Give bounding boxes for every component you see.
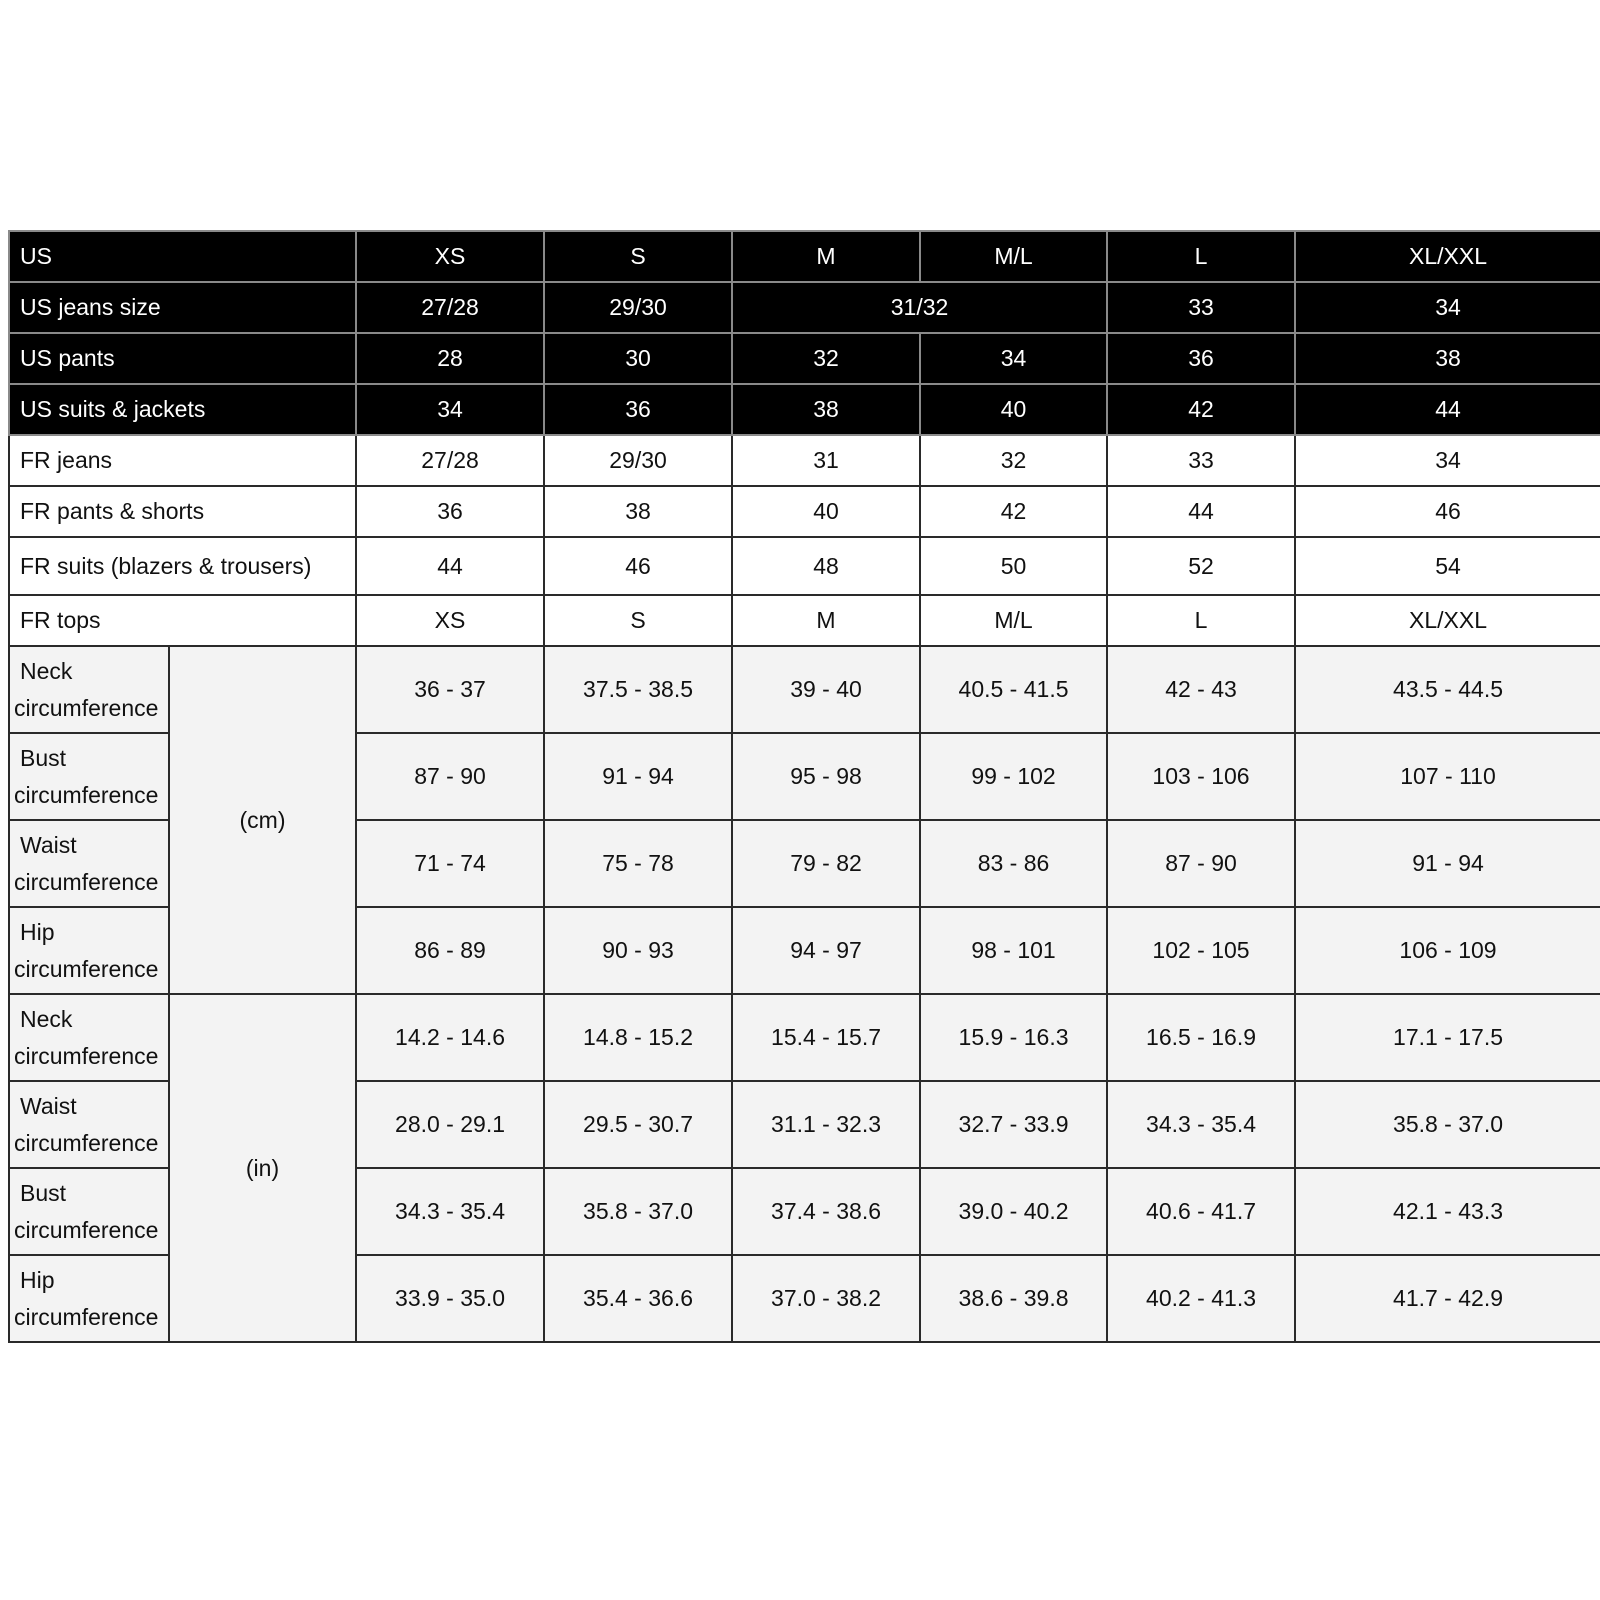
row-label: FR tops [9, 595, 356, 646]
measure-cell: 39 - 40 [732, 646, 920, 733]
measure-cell: 34.3 - 35.4 [1107, 1081, 1295, 1168]
size-cell: S [544, 595, 732, 646]
measurement-name: Hip [20, 918, 55, 945]
measurement-suffix: circumference [14, 1129, 159, 1156]
size-cell: 34 [356, 384, 544, 435]
size-cell: S [544, 231, 732, 282]
fr-pants-row [9, 486, 1600, 537]
measure-cell: 40.5 - 41.5 [920, 646, 1107, 733]
size-cell: 32 [732, 333, 920, 384]
measurement-label [9, 820, 169, 907]
us-pants-row [9, 333, 1600, 384]
cm-neck-row [9, 646, 1600, 733]
unit-label-cm: (cm) [169, 646, 356, 994]
measure-cell: 86 - 89 [356, 907, 544, 994]
measure-cell: 43.5 - 44.5 [1295, 646, 1600, 733]
fr-suits-row [9, 537, 1600, 595]
measure-cell: 35.4 - 36.6 [544, 1255, 732, 1342]
size-cell: 40 [920, 384, 1107, 435]
measure-cell: 33.9 - 35.0 [356, 1255, 544, 1342]
measure-cell: 99 - 102 [920, 733, 1107, 820]
measurement-label [9, 1168, 169, 1255]
size-cell: L [1107, 595, 1295, 646]
size-chart-table [8, 230, 1600, 1343]
size-cell: L [1107, 231, 1295, 282]
size-cell: 54 [1295, 537, 1600, 595]
us-size-row [9, 231, 1600, 282]
measure-cell: 17.1 - 17.5 [1295, 994, 1600, 1081]
measure-cell: 28.0 - 29.1 [356, 1081, 544, 1168]
in-neck-row [9, 994, 1600, 1081]
measurement-suffix: circumference [14, 781, 159, 808]
size-cell: 42 [920, 486, 1107, 537]
measure-cell: 36 - 37 [356, 646, 544, 733]
measure-cell: 75 - 78 [544, 820, 732, 907]
size-cell: 36 [356, 486, 544, 537]
size-cell: 31/32 [732, 282, 1107, 333]
size-cell: 29/30 [544, 435, 732, 486]
size-cell: M/L [920, 595, 1107, 646]
row-label: FR jeans [9, 435, 356, 486]
measurement-name: Bust [20, 1179, 67, 1206]
measure-cell: 42 - 43 [1107, 646, 1295, 733]
size-cell: 44 [1295, 384, 1600, 435]
row-label: FR suits (blazers & trousers) [9, 537, 356, 595]
measure-cell: 103 - 106 [1107, 733, 1295, 820]
measurement-suffix: circumference [14, 955, 159, 982]
measure-cell: 94 - 97 [732, 907, 920, 994]
size-cell: 27/28 [356, 282, 544, 333]
measure-cell: 98 - 101 [920, 907, 1107, 994]
measure-cell: 83 - 86 [920, 820, 1107, 907]
measure-cell: 34.3 - 35.4 [356, 1168, 544, 1255]
size-cell: 31 [732, 435, 920, 486]
size-cell: XL/XXL [1295, 231, 1600, 282]
measure-cell: 106 - 109 [1295, 907, 1600, 994]
measurement-label [9, 1081, 169, 1168]
size-cell: M [732, 595, 920, 646]
measurement-suffix: circumference [14, 868, 159, 895]
measure-cell: 35.8 - 37.0 [1295, 1081, 1600, 1168]
measure-cell: 37.0 - 38.2 [732, 1255, 920, 1342]
measure-cell: 40.6 - 41.7 [1107, 1168, 1295, 1255]
measure-cell: 35.8 - 37.0 [544, 1168, 732, 1255]
size-cell: 52 [1107, 537, 1295, 595]
fr-jeans-row [9, 435, 1600, 486]
measure-cell: 79 - 82 [732, 820, 920, 907]
size-cell: 38 [1295, 333, 1600, 384]
measurement-suffix: circumference [14, 1216, 159, 1243]
row-label: US pants [9, 333, 356, 384]
measurement-name: Neck [20, 657, 73, 684]
measurement-label [9, 994, 169, 1081]
measure-cell: 87 - 90 [1107, 820, 1295, 907]
measurement-suffix: circumference [14, 1303, 159, 1330]
measure-cell: 29.5 - 30.7 [544, 1081, 732, 1168]
measure-cell: 87 - 90 [356, 733, 544, 820]
measurement-label [9, 646, 169, 733]
measure-cell: 41.7 - 42.9 [1295, 1255, 1600, 1342]
measurement-suffix: circumference [14, 694, 159, 721]
measurement-label [9, 733, 169, 820]
row-label: US suits & jackets [9, 384, 356, 435]
size-cell: 34 [1295, 282, 1600, 333]
size-cell: XS [356, 231, 544, 282]
size-cell: 29/30 [544, 282, 732, 333]
measurement-label [9, 907, 169, 994]
size-cell: 40 [732, 486, 920, 537]
measurement-label [9, 1255, 169, 1342]
measurement-name: Bust [20, 744, 67, 771]
measure-cell: 32.7 - 33.9 [920, 1081, 1107, 1168]
us-jeans-row [9, 282, 1600, 333]
size-cell: 36 [1107, 333, 1295, 384]
size-cell: 38 [544, 486, 732, 537]
measure-cell: 91 - 94 [1295, 820, 1600, 907]
us-suits-row [9, 384, 1600, 435]
size-cell: 44 [356, 537, 544, 595]
measure-cell: 102 - 105 [1107, 907, 1295, 994]
size-cell: 27/28 [356, 435, 544, 486]
size-cell: 46 [1295, 486, 1600, 537]
measure-cell: 37.4 - 38.6 [732, 1168, 920, 1255]
size-cell: 28 [356, 333, 544, 384]
measure-cell: 90 - 93 [544, 907, 732, 994]
measure-cell: 14.8 - 15.2 [544, 994, 732, 1081]
measurement-name: Hip [20, 1266, 55, 1293]
measure-cell: 95 - 98 [732, 733, 920, 820]
measure-cell: 39.0 - 40.2 [920, 1168, 1107, 1255]
measurement-suffix: circumference [14, 1042, 159, 1069]
size-cell: M [732, 231, 920, 282]
size-cell: 30 [544, 333, 732, 384]
unit-label-in: (in) [169, 994, 356, 1342]
size-cell: 34 [1295, 435, 1600, 486]
measurement-name: Neck [20, 1005, 73, 1032]
size-cell: 48 [732, 537, 920, 595]
row-label: US jeans size [9, 282, 356, 333]
measure-cell: 14.2 - 14.6 [356, 994, 544, 1081]
measure-cell: 107 - 110 [1295, 733, 1600, 820]
measurement-name: Waist [20, 831, 77, 858]
size-cell: 32 [920, 435, 1107, 486]
size-cell: 42 [1107, 384, 1295, 435]
measure-cell: 15.9 - 16.3 [920, 994, 1107, 1081]
measure-cell: 15.4 - 15.7 [732, 994, 920, 1081]
size-cell: XL/XXL [1295, 595, 1600, 646]
size-cell: 46 [544, 537, 732, 595]
measure-cell: 38.6 - 39.8 [920, 1255, 1107, 1342]
size-cell: 34 [920, 333, 1107, 384]
measure-cell: 71 - 74 [356, 820, 544, 907]
size-cell: 36 [544, 384, 732, 435]
size-cell: 33 [1107, 282, 1295, 333]
size-cell: 33 [1107, 435, 1295, 486]
row-label: US [9, 231, 356, 282]
measure-cell: 91 - 94 [544, 733, 732, 820]
measure-cell: 42.1 - 43.3 [1295, 1168, 1600, 1255]
size-cell: 38 [732, 384, 920, 435]
measure-cell: 40.2 - 41.3 [1107, 1255, 1295, 1342]
measure-cell: 16.5 - 16.9 [1107, 994, 1295, 1081]
fr-tops-row [9, 595, 1600, 646]
measure-cell: 31.1 - 32.3 [732, 1081, 920, 1168]
size-cell: 50 [920, 537, 1107, 595]
row-label: FR pants & shorts [9, 486, 356, 537]
size-cell: XS [356, 595, 544, 646]
measure-cell: 37.5 - 38.5 [544, 646, 732, 733]
measurement-name: Waist [20, 1092, 77, 1119]
size-cell: M/L [920, 231, 1107, 282]
size-cell: 44 [1107, 486, 1295, 537]
